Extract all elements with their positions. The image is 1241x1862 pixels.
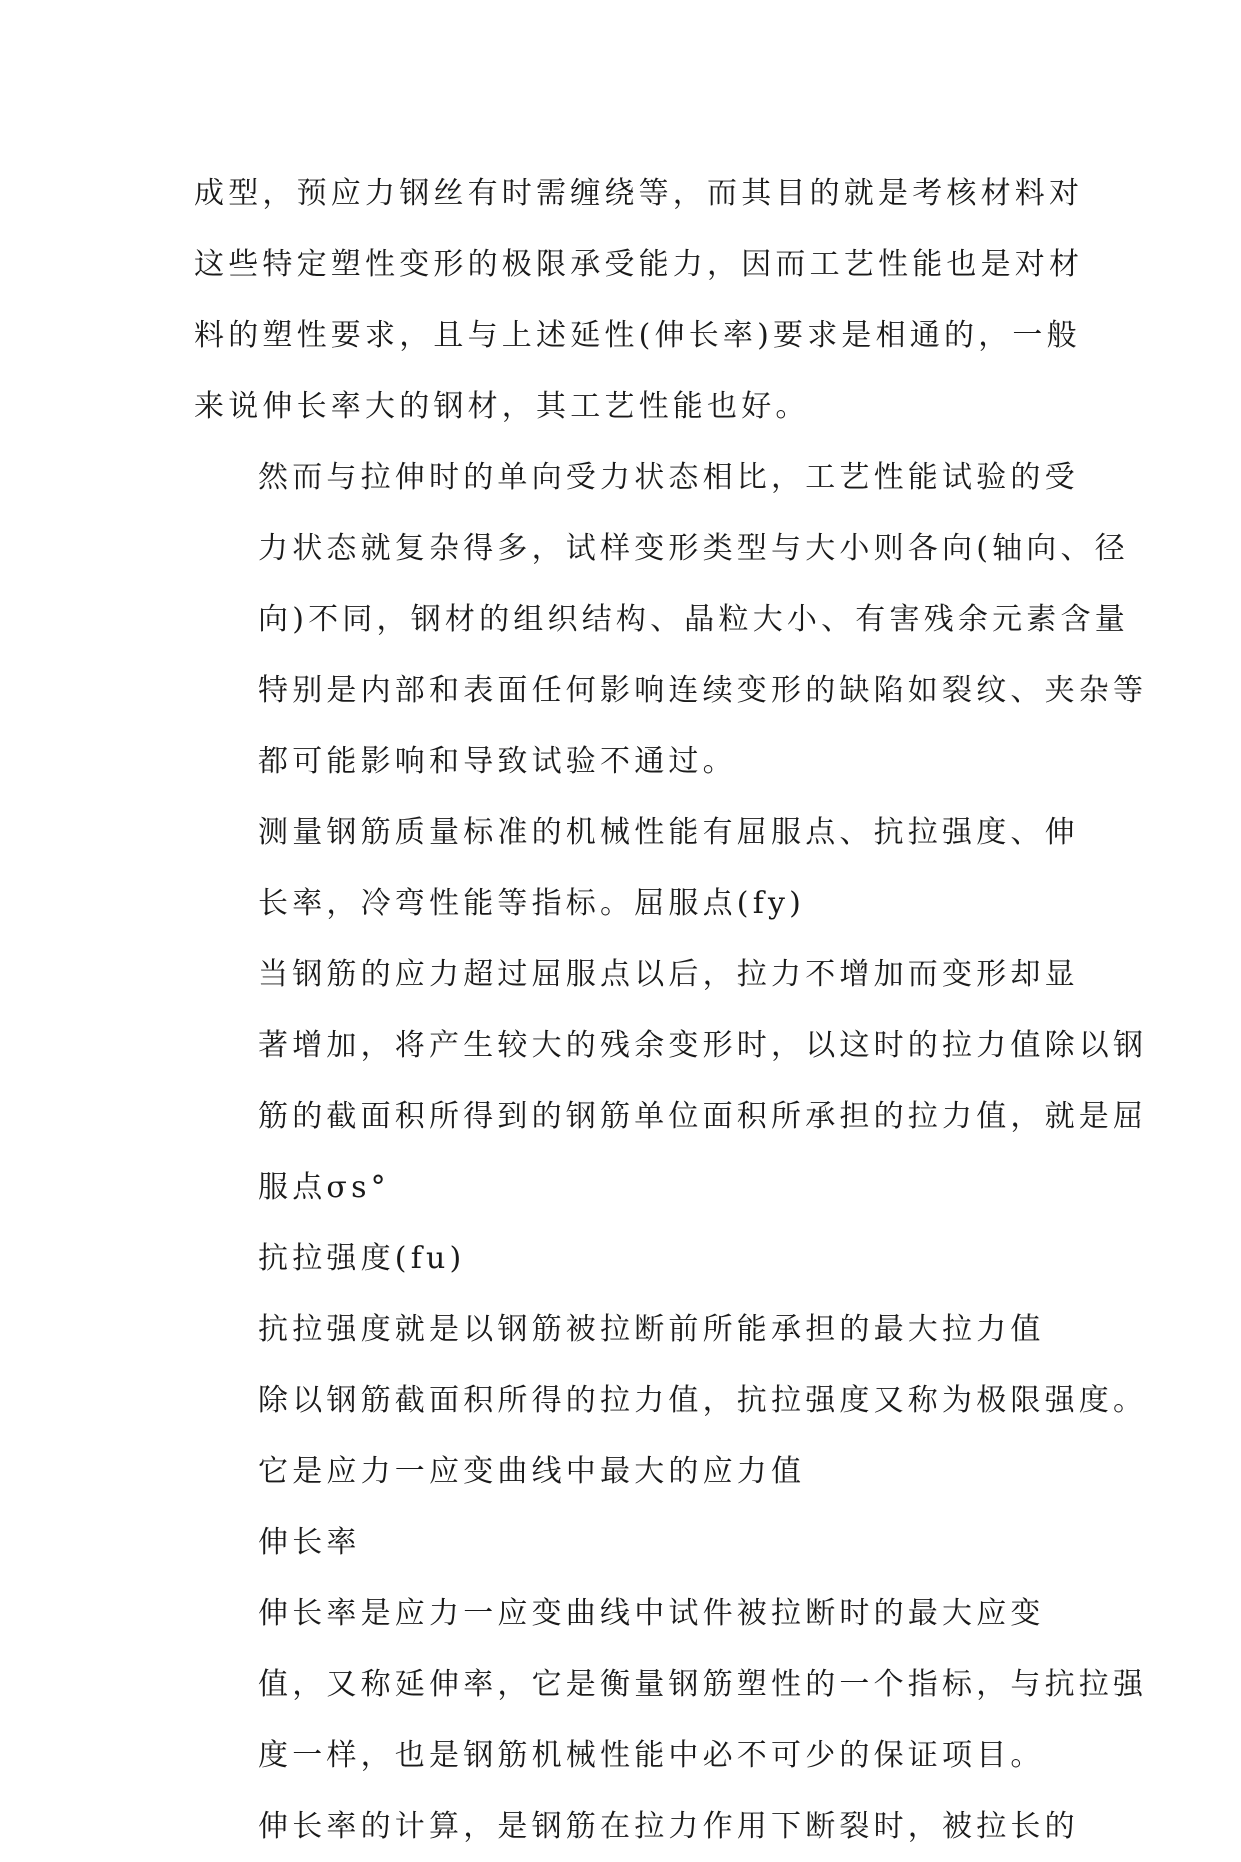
paragraph bbox=[194, 1294, 1148, 1507]
text-line: 服点σs° bbox=[258, 1170, 390, 1205]
paragraph bbox=[194, 1578, 1148, 1791]
text-line: 伸长率的计算，是钢筋在拉力作用下断裂时，被拉长的 bbox=[258, 1809, 1079, 1844]
text-line: 都可能影响和导致试验不通过。 bbox=[258, 744, 737, 779]
text-line: 成型，预应力钢丝有时需缠绕等，而其目的就是考核材料对 bbox=[194, 176, 1084, 211]
paragraph bbox=[194, 1223, 1054, 1294]
text-line: 测量钢筋质量标准的机械性能有屈服点、抗拉强度、伸 bbox=[258, 815, 1079, 850]
text-line: 抗拉强度就是以钢筋被拉断前所能承担的最大拉力值 bbox=[258, 1312, 1045, 1347]
text-line: 它是应力一应变曲线中最大的应力值 bbox=[258, 1454, 806, 1489]
text-line: 伸长率 bbox=[258, 1525, 361, 1560]
paragraph bbox=[194, 1791, 1079, 1862]
paragraph bbox=[194, 939, 1148, 1223]
text-line: 力状态就复杂得多，试样变形类型与大小则各向(轴向、径 bbox=[258, 531, 1129, 566]
text-line: 著增加，将产生较大的残余变形时，以这时的拉力值除以钢 bbox=[258, 1028, 1148, 1063]
text-line: 抗拉强度(fu) bbox=[258, 1241, 466, 1276]
text-line: 除以钢筋截面积所得的拉力值，抗拉强度又称为极限强度。 bbox=[258, 1383, 1148, 1418]
text-line: 料的塑性要求，且与上述延性(伸长率)要求是相通的，一般 bbox=[194, 318, 1081, 353]
paragraph bbox=[194, 158, 1084, 442]
text-line: 来说伸长率大的钢材，其工艺性能也好。 bbox=[194, 389, 810, 424]
paragraph bbox=[194, 442, 1148, 797]
text-line: 向)不同，钢材的组织结构、晶粒大小、有害残余元素含量 bbox=[258, 602, 1129, 637]
text-line: 度一样，也是钢筋机械性能中必不可少的保证项目。 bbox=[258, 1738, 1045, 1773]
text-line: 筋的截面积所得到的钢筋单位面积所承担的拉力值，就是屈 bbox=[258, 1099, 1148, 1134]
document-body bbox=[194, 158, 1148, 1862]
text-line: 值，又称延伸率，它是衡量钢筋塑性的一个指标，与抗拉强 bbox=[258, 1667, 1148, 1702]
paragraph bbox=[194, 797, 1079, 939]
text-line: 这些特定塑性变形的极限承受能力，因而工艺性能也是对材 bbox=[194, 247, 1084, 282]
text-line: 特别是内部和表面任何影响连续变形的缺陷如裂纹、夹杂等 bbox=[258, 673, 1148, 708]
text-line: 然而与拉伸时的单向受力状态相比，工艺性能试验的受 bbox=[258, 460, 1079, 495]
text-line: 当钢筋的应力超过屈服点以后，拉力不增加而变形却显 bbox=[258, 957, 1079, 992]
text-line: 长率，冷弯性能等指标。屈服点(fy) bbox=[258, 886, 806, 921]
text-line: 伸长率是应力一应变曲线中试件被拉断时的最大应变 bbox=[258, 1596, 1045, 1631]
paragraph bbox=[194, 1507, 1054, 1578]
